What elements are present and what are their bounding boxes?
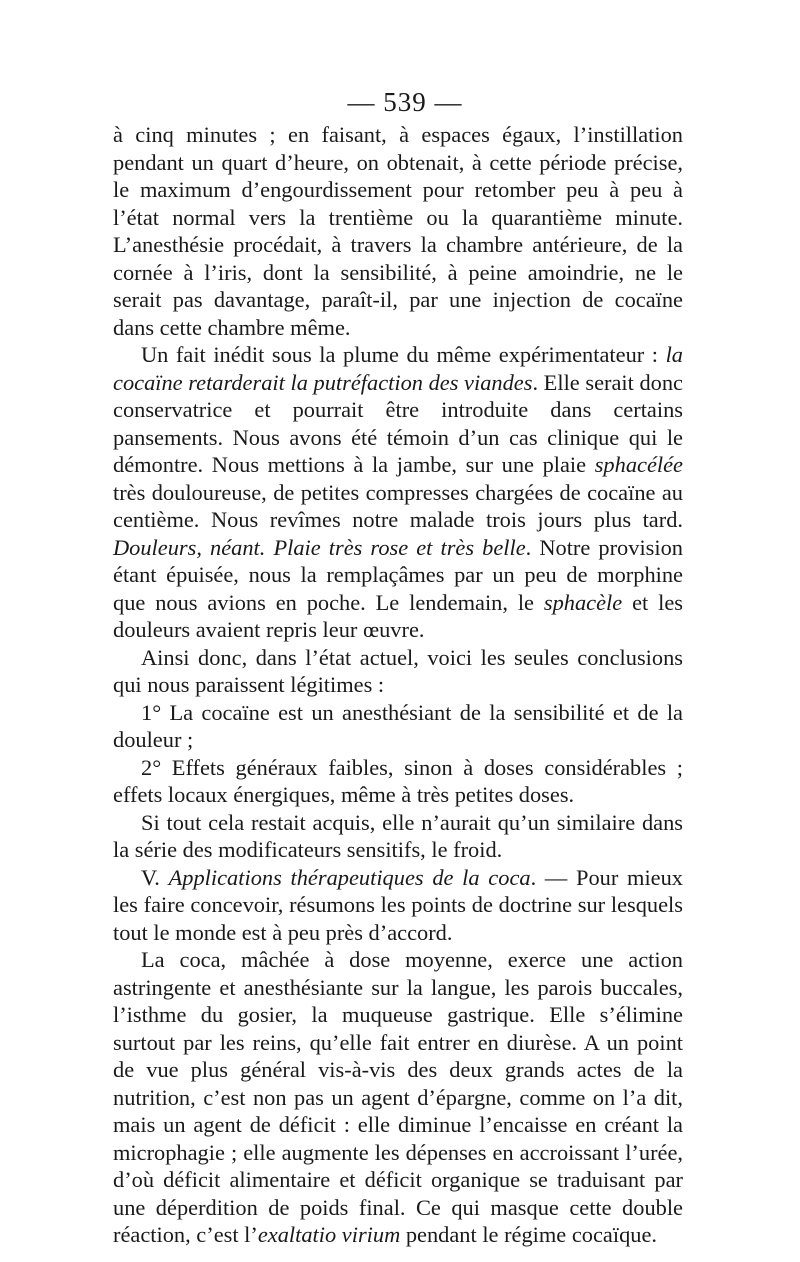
page-number: — 539 — — [347, 87, 463, 117]
text-run: V. — [141, 864, 169, 890]
paragraph — [113, 864, 683, 947]
text-run: Un fait inédit sous la plume du même expérimentateur : — [141, 342, 666, 367]
italic-text: exaltatio virium — [257, 1222, 401, 1247]
text-run: . Elle serait donc conservatrice et pourrait être introduite dans certains pansements. Nous avons été témoin d’un cas clinique qui le démontre. Nous mettions à la jambe, sur une plaie — [113, 369, 683, 477]
text-run: 2° Effets généraux faibles, sinon à doses considérables ; effets locaux énergiques, même à très petites doses. — [113, 754, 683, 807]
text-run: Si tout cela restait acquis, elle n’aurait qu’un similaire dans la série des modificateurs sensitifs, le froid. — [113, 809, 683, 862]
text-run: à cinq minutes ; en faisant, à espaces égaux, l’instillation pendant un quart d’heure, on obtenait, à cette période précise, le maximum d’engourdissement pour retomber peu à peu à l’état normal vers la trentième ou la quarantième minute. L’anesthésie procédait, à travers la chambre antérieure, de la cornée à l’iris, dont la sensibilité, à peine amoindrie, ne le serait pas davantage, paraît-il, par une injection de cocaïne dans cette chambre même. — [113, 122, 683, 340]
paragraph — [113, 341, 683, 644]
paragraph — [113, 809, 683, 864]
paragraph — [113, 644, 683, 699]
paragraph — [113, 946, 683, 1249]
book-page — [113, 84, 683, 1249]
text-run: pendant le régime cocaïque. — [400, 1222, 657, 1247]
text-run: très douloureuse, de petites compresses chargées de cocaïne au centième. Nous revîmes notre malade trois jours plus tard. — [113, 479, 683, 532]
italic-text: la cocaïne retarderait la putréfaction des viandes — [113, 342, 683, 395]
text-run: 1° La cocaïne est un anesthésiant de la sensibilité et de la douleur ; — [113, 699, 683, 752]
paragraph — [113, 754, 683, 809]
paragraph — [113, 121, 683, 341]
text-run: La coca, mâchée à dose moyenne, exerce une action astringente et anesthésiante sur la langue, les parois buccales, l’isthme du gosier, la muqueuse gastrique. Elle s’élimine surtout par les reins, qu’elle fait entrer en diurèse. A un point de vue plus général vis-à-vis des deux grands actes de la nutrition, c’est non pas un agent d’épargne, comme on l’a dit, mais un agent de déficit : elle diminue l’encaisse en créant la microphagie ; elle augmente les dépenses en accroissant l’urée, d’où déficit alimentaire et déficit organique se traduisant par une déperdition de poids final. Ce qui masque cette double réaction, c’est l’ — [113, 947, 683, 1247]
italic-text: Applications thérapeutiques de la coca — [168, 864, 531, 890]
body-text — [113, 121, 683, 1249]
text-run: et les douleurs avaient repris leur œuvre. — [113, 589, 683, 642]
paragraph — [113, 699, 683, 754]
text-run: Ainsi donc, dans l’état actuel, voici les seules conclusions qui nous paraissent légitimes : — [113, 644, 683, 697]
text-run: . Notre provision étant épuisée, nous la remplaçâmes par un peu de morphine que nous avions en poche. Le lendemain, le — [113, 534, 683, 615]
italic-text: sphacélée — [594, 452, 683, 477]
italic-text: sphacèle — [543, 589, 623, 615]
text-run: . — Pour mieux les faire concevoir, résumons les points de doctrine sur lesquels tout le monde est à peu près d’accord. — [113, 864, 683, 945]
italic-text: Douleurs, néant. Plaie très rose et très belle — [113, 534, 526, 560]
